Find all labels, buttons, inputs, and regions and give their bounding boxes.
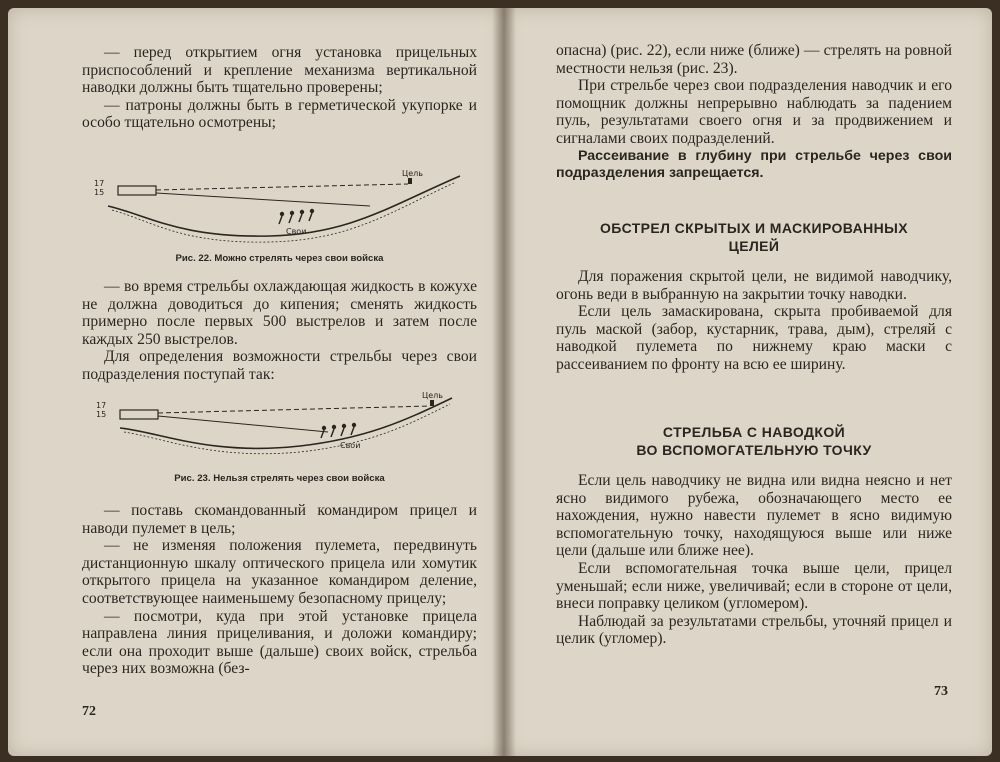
terrain-line: [108, 176, 460, 236]
right-para-2: При стрельбе через свои подразделения наводчик и его помощник должны непрерывно наблюдать за падением пуль, результатами своего огня и за продвижением и сигналами своих подразделений.: [556, 77, 952, 147]
left-para-1: — перед открытием огня установка прицельных приспособлений и крепление механизма вертикальной наводки должны быть тщательно проверены;: [82, 44, 477, 97]
machine-gun-icon: [120, 410, 158, 419]
fig22-own-label: Свои: [286, 227, 307, 236]
fig23-caption: Рис. 23. Нельзя стрелять через свои войска: [174, 473, 385, 484]
right-text-middle: [556, 268, 952, 374]
terrain-line: [120, 398, 452, 448]
heading-1: [556, 220, 952, 255]
target-marker: [408, 178, 412, 184]
fig22-label-15: 15: [94, 188, 105, 197]
terrain-hatching: [112, 182, 456, 242]
left-para-7: — посмотри, куда при этой установке прицела направлена линия прицеливания, и доложи командиру; если она проходит выше (дальше) своих войск, стрельба через них возможна (без-: [82, 607, 477, 678]
sight-line-15: [158, 416, 328, 432]
heading-2-line-1: СТРЕЛЬБА С НАВОДКОЙ: [662, 424, 846, 440]
fig23-label-17: 17: [96, 401, 107, 410]
sight-line-17: [156, 184, 408, 190]
soldiers-icon: [279, 209, 314, 224]
fig23-label-15: 15: [96, 410, 107, 419]
right-para-1: опасна) (рис. 22), если ниже (ближе) — стрелять на ровной местности нельзя (рис. 23).: [556, 42, 952, 77]
left-para-4: Для определения возможности стрельбы через свои подразделения поступай так:: [82, 348, 477, 383]
fig22-caption: Рис. 22. Можно стрелять через свои войска: [175, 253, 384, 264]
heading-1-line-1: ОБСТРЕЛ СКРЫТЫХ И МАСКИРОВАННЫХ: [600, 220, 908, 236]
fig22-target-label: Цель: [402, 169, 423, 178]
fig23-own-label: Свои: [340, 441, 361, 450]
fig23-target-label: Цель: [422, 392, 443, 400]
left-text-top: [82, 44, 477, 132]
right-para-8: Наблюдай за результатами стрельбы, уточняй прицел и целик (угломер).: [556, 612, 952, 648]
terrain-hatching: [124, 404, 450, 454]
fig22-label-17: 17: [94, 179, 105, 188]
soldiers-icon: [321, 423, 356, 438]
fig23-caption-wrap: [82, 470, 477, 488]
sight-line-17: [158, 406, 430, 413]
figure-22: [90, 166, 470, 246]
right-para-6: Если цель наводчику не видна или видна неясно и нет ясно видимого рубежа, обозначающего место ее нахождения, нужно навести пулемет в ясно видимую вспомогательную точку, находящуюся выше или ниже цели (дальше или ближе нее).: [556, 472, 952, 560]
left-para-3: — во время стрельбы охлаждающая жидкость в кожухе не должна доводиться до кипения; сменять жидкость примерно после первых 500 выстрелов и затем после каждых 250 выстрелов.: [82, 278, 477, 348]
figure-23: [90, 392, 470, 462]
left-text-middle: [82, 278, 477, 384]
heading-2: [556, 424, 952, 459]
page-number-right: 73: [934, 684, 948, 699]
book-gutter: [492, 8, 516, 756]
right-para-3: Рассеивание в глубину при стрельбе через свои подразделения запрещается.: [556, 147, 952, 182]
heading-2-line-2: ВО ВСПОМОГАТЕЛЬНУЮ ТОЧКУ: [636, 441, 872, 458]
left-para-2: — патроны должны быть в герметической укупорке и особо тщательно осмотрены;: [82, 96, 477, 132]
left-para-5: — поставь скомандованный командиром прицел и наводи пулемет в цель;: [82, 502, 477, 537]
page-number-left: 72: [82, 704, 96, 719]
right-para-5: Если цель замаскирована, скрыта пробиваемой для пуль маской (забор, кустарник, трава, дым), стреляй с наводкой пулемета по нижнему краю маски с рассеиванием по фронту на всю ее ширину.: [556, 303, 952, 373]
left-text-bottom: [82, 502, 477, 678]
left-page: [8, 8, 504, 756]
right-text-top: [556, 42, 952, 183]
fig22-caption-wrap: [82, 250, 477, 268]
left-para-6: — не изменяя положения пулемета, передвинуть дистанционную шкалу оптического прицела или хомутик открытого прицела на указанное командиром деление, соответствующее наименьшему безопасному прицелу;: [82, 537, 477, 607]
sight-line-15: [156, 193, 370, 206]
right-para-7: Если вспомогательная точка выше цели, прицел уменьшай; если ниже, увеличивай; если в стороне от цели, внеси поправку целиком (угломером).: [556, 559, 952, 613]
right-para-4: Для поражения скрытой цели, не видимой наводчику, огонь веди в выбранную на закрытии точку наводки.: [556, 268, 952, 303]
right-text-bottom: [556, 472, 952, 648]
machine-gun-icon: [118, 186, 156, 195]
target-marker: [430, 400, 434, 406]
right-page: [504, 8, 992, 756]
heading-1-line-2: ЦЕЛЕЙ: [728, 237, 780, 254]
